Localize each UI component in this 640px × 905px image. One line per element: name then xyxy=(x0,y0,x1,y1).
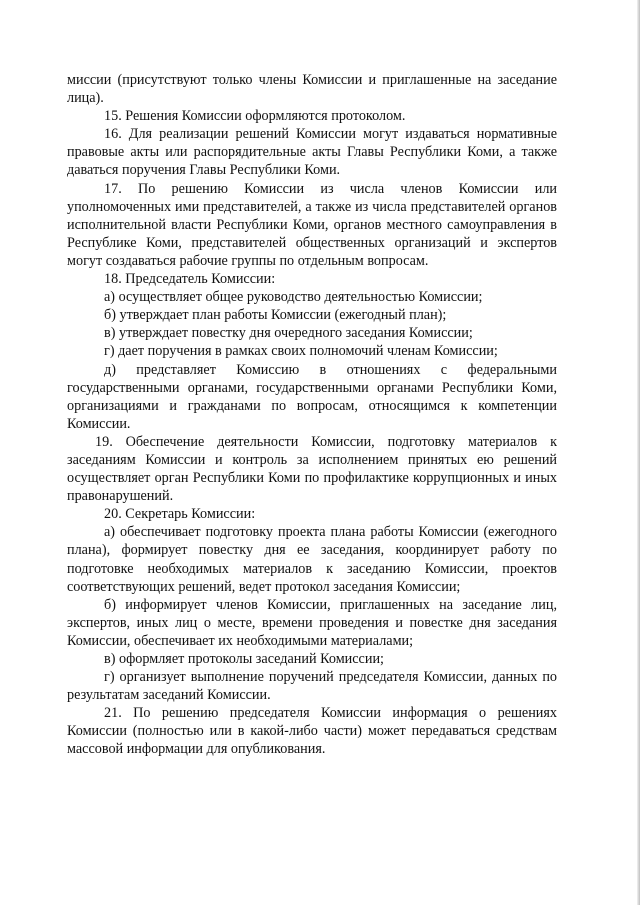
paragraph-15: 15. Решения Комиссии оформляются протоколом. xyxy=(104,108,406,125)
paragraph-20-c: в) оформляет протоколы заседаний Комиссии; xyxy=(104,651,384,667)
document-body xyxy=(67,71,557,759)
paragraph-20-a: а) обеспечивает подготовку проекта плана работы Комиссии (ежегодного плана), формирует повестку дня ее заседания, координирует работу по подготовке необходимых материалов к заседанию Комиссии, проектов соответствующих решений, ведет протокол заседания Комиссии; xyxy=(67,524,557,595)
paragraph-21: 21. По решению председателя Комиссии информация о решениях Комиссии (полностью или в какой-либо части) может передаваться средствам массовой информации для опубликования. xyxy=(67,705,557,758)
paragraph-16: 16. Для реализации решений Комиссии могут издаваться нормативные правовые акты или распорядительные акты Главы Республики Коми, а также даваться поручения Главы Республики Коми. xyxy=(67,126,557,179)
paragraph-18: 18. Председатель Комиссии: xyxy=(104,271,276,288)
paragraph-18-e: д) представляет Комиссию в отношениях с федеральными государственными органами, государственными органами Республики Коми, организациями и гражданами по вопросам, относящимся к компетенции Комиссии. xyxy=(67,361,557,432)
paragraph-20-b: б) информирует членов Комиссии, приглашенных на заседание лиц, экспертов, иных лиц о месте, времени проведения и повестке дня заседания Комиссии, обеспечивает их необходимыми материалами; xyxy=(67,596,557,649)
paragraph-continuation: миссии (присутствуют только члены Комиссии и приглашенные на заседание лица). xyxy=(67,72,557,107)
paragraph-18-d: г) дает поручения в рамках своих полномочий членам Комиссии; xyxy=(104,343,498,360)
paragraph-18-a: а) осуществляет общее руководство деятельностью Комиссии; xyxy=(104,289,483,306)
paragraph-18-b: б) утверждает план работы Комиссии (ежегодный план); xyxy=(104,307,447,324)
paragraph-19: 19. Обеспечение деятельности Комиссии, подготовку материалов к заседаниям Комиссии и контроль за исполнением принятых ею решений осуществляет орган Республики Коми по профилактике коррупционных и иных правонарушений. xyxy=(67,433,557,505)
paragraph-17: 17. По решению Комиссии из числа членов Комиссии или уполномоченных ими представителей, а также из числа представителей органов исполнительной власти Республики Коми, органов местного самоуправления в Республике Коми, представителей общественных организаций и экспертов могут создаваться рабочие группы по отдельным вопросам. xyxy=(67,180,557,269)
paragraph-20-d: г) организует выполнение поручений председателя Комиссии, данных по результатам заседаний Комиссии. xyxy=(67,669,557,704)
paragraph-18-c: в) утверждает повестку дня очередного заседания Комиссии; xyxy=(104,325,473,342)
paragraph-20: 20. Секретарь Комиссии: xyxy=(104,506,256,523)
